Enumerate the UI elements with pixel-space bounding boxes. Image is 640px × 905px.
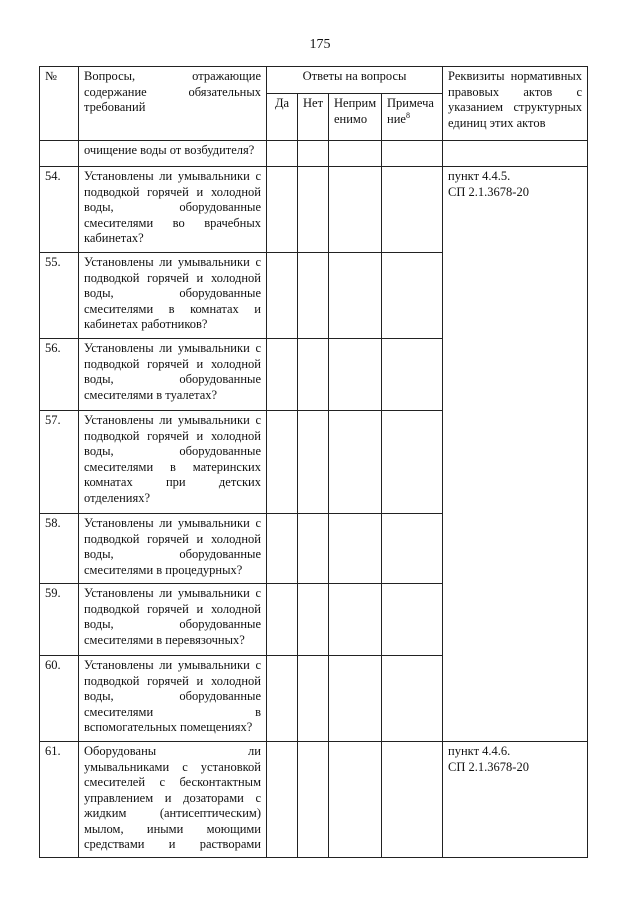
answer-cell-yes[interactable] [267, 167, 298, 253]
answer-cell-na[interactable] [329, 339, 382, 411]
question-line: смесителями в процедурных? [84, 562, 243, 577]
question-line: смесителями в туалетах? [84, 387, 218, 402]
row-question [79, 411, 267, 514]
requisites-cell [443, 411, 588, 514]
question-line: Установлены ли умывальники с [84, 516, 261, 530]
requisite-line: СП 2.1.3678-20 [448, 184, 529, 199]
answer-cell-note[interactable] [382, 141, 443, 167]
question-line: смесителями в [84, 704, 261, 719]
answer-cell-yes[interactable] [267, 253, 298, 339]
row-num: 61. [40, 742, 79, 858]
question-line: смесителями в материнских [84, 459, 261, 474]
answer-cell-note[interactable] [382, 656, 443, 742]
question-line: подводкой горячей и холодной [84, 601, 261, 616]
answer-cell-note[interactable] [382, 514, 443, 584]
answer-cell-na[interactable] [329, 167, 382, 253]
question-line: средствами и растворами [84, 837, 261, 851]
question-line: воды, оборудованные [84, 286, 261, 300]
question-line: подводкой горячей и холодной [84, 356, 261, 371]
header-note [382, 94, 443, 141]
requisites-cell [443, 656, 588, 742]
answer-cell-note[interactable] [382, 584, 443, 656]
table-row [40, 584, 588, 656]
row-num: 60. [40, 656, 79, 742]
header-not-applicable [329, 94, 382, 141]
header-requisites-line: указанием структурных [448, 100, 583, 114]
header-note-text: ние [387, 111, 406, 126]
question-line: смесителей с бесконтактным [84, 775, 261, 789]
table-row [40, 742, 588, 858]
answer-cell-no[interactable] [298, 656, 329, 742]
question-line: подводкой горячей и холодной [84, 428, 261, 443]
question-line: отделениях? [84, 490, 151, 505]
header-no: Нет [298, 94, 329, 141]
answer-cell-yes[interactable] [267, 742, 298, 858]
table-row [40, 167, 588, 253]
header-questions-line: Вопросы, отражающие [84, 69, 261, 83]
question-line: Установлены ли умывальники с [84, 255, 261, 269]
header-row-1 [40, 67, 588, 94]
answer-cell-na[interactable] [329, 514, 382, 584]
requisites-cell [443, 167, 588, 253]
answer-cell-no[interactable] [298, 253, 329, 339]
question-line: подводкой горячей и холодной [84, 531, 261, 546]
continuation-row [40, 141, 588, 167]
question-line: Установлены ли умывальники с [84, 341, 261, 355]
question-line: кабинетах? [84, 231, 144, 245]
answer-cell-na[interactable] [329, 411, 382, 514]
question-line: Установлены ли умывальники с [84, 169, 261, 183]
question-line: воды, оборудованные [84, 200, 261, 214]
question-line: подводкой горячей и холодной [84, 673, 261, 688]
table-row [40, 514, 588, 584]
header-questions-line: требований [84, 100, 146, 114]
requisites-cell [443, 514, 588, 584]
question-line: мылом, иными моющими [84, 821, 261, 836]
row-question [79, 656, 267, 742]
header-requisites-line: единиц этих актов [448, 115, 546, 130]
answer-cell-na[interactable] [329, 656, 382, 742]
row-num: 58. [40, 514, 79, 584]
header-requisites-line: Реквизиты нормативных [448, 69, 583, 83]
row-question [79, 742, 267, 858]
table-row [40, 253, 588, 339]
answer-cell-yes[interactable] [267, 141, 298, 167]
question-line: воды, оборудованные [84, 547, 261, 561]
question-line: Установлены ли умывальники с [84, 413, 261, 427]
requisites-cell [443, 339, 588, 411]
header-note-line: Примеча [387, 96, 434, 110]
answer-cell-note[interactable] [382, 167, 443, 253]
answer-cell-na[interactable] [329, 253, 382, 339]
requisites-cell [443, 584, 588, 656]
answer-cell-yes[interactable] [267, 514, 298, 584]
row-question [79, 584, 267, 656]
question-line: воды, оборудованные [84, 444, 261, 458]
question-line: жидким (антисептическим) [84, 806, 261, 820]
answer-cell-note[interactable] [382, 253, 443, 339]
question-line: умывальниками с установкой [84, 759, 261, 774]
header-requisites [443, 67, 588, 141]
footnote-mark: 8 [405, 110, 410, 120]
question-line: подводкой горячей и холодной [84, 270, 261, 285]
answer-cell-no[interactable] [298, 141, 329, 167]
answer-cell-no[interactable] [298, 742, 329, 858]
requisites-cell [443, 253, 588, 339]
page-number: 175 [309, 37, 331, 52]
question-line: Установлены ли умывальники с [84, 658, 261, 672]
row-question [79, 167, 267, 253]
answer-cell-na[interactable] [329, 584, 382, 656]
requisite-line: пункт 4.4.5. [448, 169, 511, 183]
answer-cell-no[interactable] [298, 514, 329, 584]
question-line: комнатах при детских [84, 475, 261, 489]
question-line: подводкой горячей и холодной [84, 184, 261, 199]
answer-cell-yes[interactable] [267, 656, 298, 742]
requisite-line: СП 2.1.3678-20 [448, 759, 529, 774]
table-row [40, 339, 588, 411]
requisites-cell [443, 742, 588, 858]
question-line: воды, оборудованные [84, 689, 261, 703]
question-line: Установлены ли умывальники с [84, 586, 261, 600]
row-num: 54. [40, 167, 79, 253]
answer-cell-na[interactable] [329, 742, 382, 858]
answer-cell-yes[interactable] [267, 584, 298, 656]
row-num: 59. [40, 584, 79, 656]
question-line: кабинетах работников? [84, 317, 208, 331]
question-line: вспомогательных помещениях? [84, 720, 253, 734]
header-yes: Да [267, 94, 298, 141]
answer-cell-note[interactable] [382, 742, 443, 858]
question-line: смесителями во врачебных [84, 215, 261, 230]
answer-cell-no[interactable] [298, 584, 329, 656]
question-line: смесителями в комнатах и [84, 301, 261, 316]
question-line: воды, оборудованные [84, 617, 261, 631]
header-na-line: енимо [334, 111, 368, 126]
question-line: смесителями в перевязочных? [84, 632, 245, 647]
header-num: № [40, 67, 79, 141]
answer-cell-no[interactable] [298, 167, 329, 253]
row-question [79, 514, 267, 584]
continuation-text: очищение воды от возбудителя? [79, 141, 267, 167]
table-row [40, 411, 588, 514]
header-answers: Ответы на вопросы [267, 67, 443, 94]
requisite-line: пункт 4.4.6. [448, 744, 511, 758]
header-na-line: Неприм [334, 96, 377, 110]
table-row [40, 656, 588, 742]
answer-cell-no[interactable] [298, 339, 329, 411]
answer-cell-note[interactable] [382, 339, 443, 411]
answer-cell-yes[interactable] [267, 339, 298, 411]
question-line: управлением и дозаторами с [84, 790, 261, 805]
row-num: 57. [40, 411, 79, 514]
question-line: Оборудованы ли [84, 744, 261, 758]
answer-cell-note[interactable] [382, 411, 443, 514]
header-note-line [387, 112, 437, 128]
question-line: воды, оборудованные [84, 372, 261, 386]
row-num: 56. [40, 339, 79, 411]
answer-cell-yes[interactable] [267, 411, 298, 514]
row-question [79, 339, 267, 411]
row-num: 55. [40, 253, 79, 339]
answer-cell-na[interactable] [329, 141, 382, 167]
header-questions [79, 67, 267, 141]
header-questions-line: содержание обязательных [84, 84, 261, 99]
answer-cell-no[interactable] [298, 411, 329, 514]
header-requisites-line: правовых актов с [448, 84, 583, 99]
row-question [79, 253, 267, 339]
requirements-table [39, 66, 588, 858]
